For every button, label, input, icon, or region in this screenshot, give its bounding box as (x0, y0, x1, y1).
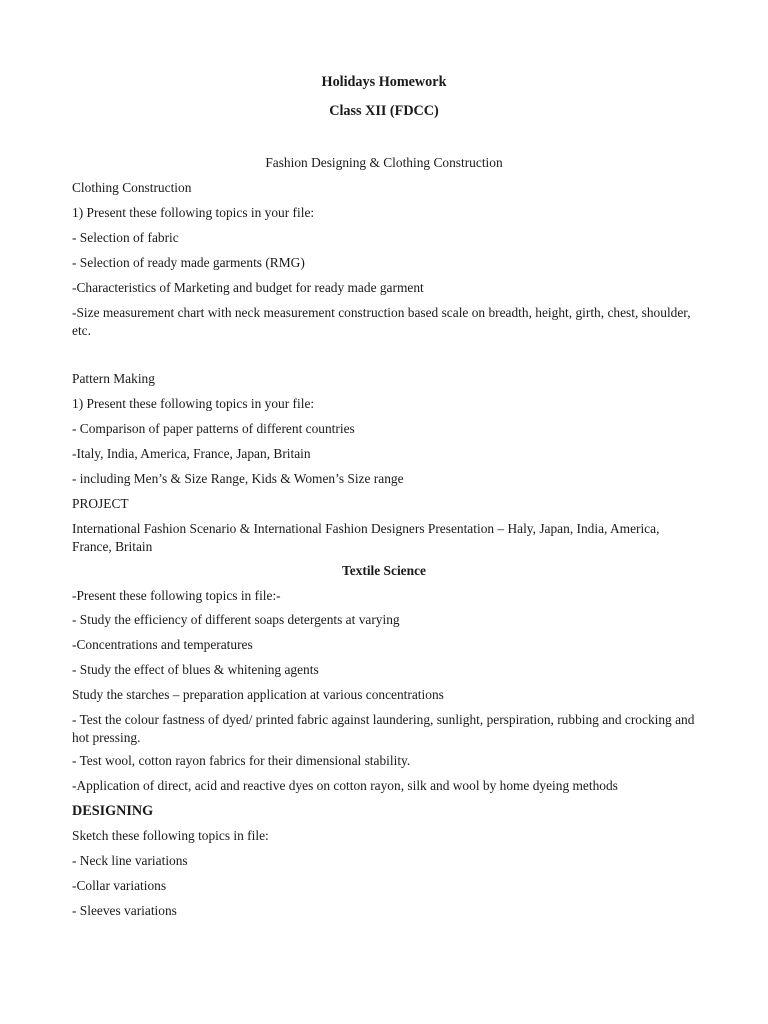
section-heading-pattern-making: Pattern Making (72, 371, 155, 386)
list-item: - Comparison of paper patterns of different countries (72, 421, 355, 436)
list-item: - Sleeves variations (72, 903, 177, 918)
list-item: -Characteristics of Marketing and budget for ready made garment (72, 280, 424, 295)
list-item: -Size measurement chart with neck measurement construction based scale on breadth, height, girth, chest, shoulder, etc. (72, 305, 691, 338)
section-heading-project: PROJECT (72, 496, 129, 511)
list-item: -Application of direct, acid and reactive dyes on cotton rayon, silk and wool by home dyeing methods (72, 778, 618, 793)
pattern-making-intro: 1) Present these following topics in your file: (72, 396, 315, 411)
designing-intro: Sketch these following topics in file: (72, 828, 269, 843)
list-item: - Test wool, cotton rayon fabrics for their dimensional stability. (72, 753, 411, 768)
section-heading-designing: DESIGNING (72, 803, 154, 819)
list-item: -Concentrations and temperatures (72, 637, 253, 652)
list-item: Study the starches – preparation application at various concentrations (72, 687, 444, 702)
list-item: - Selection of fabric (72, 230, 179, 245)
section-heading-textile-science: Textile Science (342, 563, 426, 578)
project-text: International Fashion Scenario & International Fashion Designers Presentation – Haly, Japan, India, America, France, Britain (72, 521, 660, 554)
document-title: Holidays Homework (321, 74, 447, 90)
section-heading-clothing-construction: Clothing Construction (72, 180, 192, 195)
list-item: -Italy, India, America, France, Japan, Britain (72, 446, 311, 461)
list-item: - including Men’s & Size Range, Kids & Women’s Size range (72, 471, 404, 486)
list-item: -Collar variations (72, 878, 167, 893)
list-item: - Test the colour fastness of dyed/ printed fabric against laundering, sunlight, perspiration, rubbing and crocking and hot pressing. (72, 712, 695, 745)
list-item: - Neck line variations (72, 853, 188, 868)
class-label: Class XII (FDCC) (329, 103, 439, 119)
list-item: - Study the efficiency of different soaps detergents at varying (72, 612, 400, 627)
list-item: - Study the effect of blues & whitening agents (72, 662, 319, 677)
list-item: -Present these following topics in file:- (72, 588, 281, 603)
clothing-construction-intro: 1) Present these following topics in your file: (72, 205, 315, 220)
subject-heading: Fashion Designing & Clothing Construction (265, 155, 503, 170)
list-item: - Selection of ready made garments (RMG) (72, 255, 305, 270)
